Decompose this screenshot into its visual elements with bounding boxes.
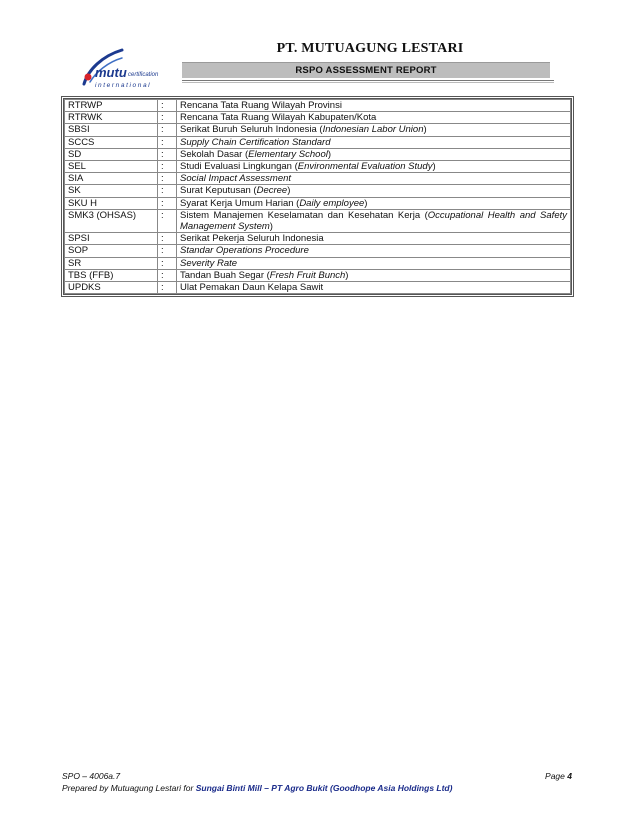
abbreviation-term: SOP (65, 245, 158, 257)
definition-italic-segment: Fresh Fruit Bunch (269, 269, 346, 281)
definition-italic-segment: Occupational Health and Safety Management System (180, 209, 567, 233)
abbreviation-term: SIA (65, 173, 158, 185)
definition-segment: ) (345, 269, 349, 281)
abbreviation-row (65, 112, 571, 124)
definition-segment: ) (364, 197, 368, 209)
abbreviation-row (65, 282, 571, 294)
abbreviation-table-frame (61, 96, 574, 297)
abbreviation-definition (177, 112, 571, 124)
abbreviation-term: RTRWK (65, 112, 158, 124)
abbreviation-row (65, 197, 571, 209)
definition-segment: ) (327, 148, 332, 160)
abbreviation-definition (177, 209, 571, 232)
page-indicator (545, 770, 572, 782)
company-name: PT. MUTUAGUNG LESTARI (276, 41, 464, 56)
abbreviation-definition (177, 257, 571, 269)
abbreviation-separator: : (158, 245, 177, 257)
abbreviation-term: SCCS (65, 136, 158, 148)
abbreviation-row (65, 257, 571, 269)
abbreviation-row (65, 100, 571, 112)
definition-italic-segment: Social Impact Assessment (180, 173, 292, 185)
prepared-by-line (62, 782, 572, 794)
abbreviation-definition (177, 124, 571, 136)
document-code: SPO – 4006a.7 (62, 771, 121, 781)
abbreviation-separator: : (158, 100, 177, 112)
definition-segment: Sistem Manajemen Keselamatan dan Kesehatan Kerja ( (180, 209, 428, 221)
abbreviation-term: SPSI (65, 233, 158, 245)
abbreviation-row (65, 209, 571, 232)
abbreviation-table-body (65, 100, 571, 294)
abbreviation-definition (177, 161, 571, 173)
header-divider (182, 80, 554, 81)
abbreviation-row (65, 148, 571, 160)
definition-segment: ) (423, 124, 427, 136)
definition-segment: Studi Evaluasi Lingkungan ( (180, 161, 298, 173)
abbreviation-separator: : (158, 257, 177, 269)
page-label: Page (545, 771, 565, 781)
abbreviation-term: SK (65, 185, 158, 197)
abbreviation-separator: : (158, 173, 177, 185)
prepared-by-text (62, 782, 452, 794)
abbreviation-separator: : (158, 124, 177, 136)
mutu-logo (78, 44, 178, 92)
prepared-by-prefix: Prepared by Mutuagung Lestari for (62, 783, 194, 793)
abbreviation-separator: : (158, 112, 177, 124)
abbreviation-definition (177, 173, 571, 185)
definition-segment: Sekolah Dasar ( (180, 148, 249, 160)
definition-segment: Serikat Buruh Seluruh Indonesia ( (180, 124, 323, 136)
abbreviation-definition (177, 233, 571, 245)
definition-segment: ) (269, 221, 273, 233)
abbreviation-definition (177, 282, 571, 294)
definition-segment: Rencana Tata Ruang Wilayah Kabupaten/Kota (180, 112, 377, 124)
definition-segment: ) (287, 185, 291, 197)
abbreviation-term: SMK3 (OHSAS) (65, 209, 158, 232)
definition-italic-segment: Standar Operations Procedure (180, 245, 309, 257)
client-name: Sungai Binti Mill – PT Agro Bukit (Goodhope Asia Holdings Ltd) (195, 783, 453, 793)
abbreviation-definition (177, 197, 571, 209)
abbreviation-term: SR (65, 257, 158, 269)
definition-italic-segment: Daily employee (299, 197, 365, 209)
svg-text:mutu: mutu (95, 65, 127, 80)
abbreviation-separator: : (158, 185, 177, 197)
abbreviation-separator: : (158, 269, 177, 281)
header-divider-secondary (182, 82, 554, 83)
abbreviation-separator: : (158, 136, 177, 148)
abbreviation-separator: : (158, 197, 177, 209)
definition-italic-segment: Indonesian Labor Union (322, 124, 424, 136)
abbreviation-term: SEL (65, 161, 158, 173)
report-title-bar: RSPO ASSESSMENT REPORT (182, 62, 550, 78)
definition-italic-segment: Decree (256, 185, 288, 197)
abbreviation-separator: : (158, 161, 177, 173)
abbreviation-separator: : (158, 233, 177, 245)
page-number: 4 (567, 771, 572, 781)
abbreviation-definition (177, 269, 571, 281)
abbreviation-row (65, 173, 571, 185)
definition-segment: Syarat Kerja Umum Harian ( (180, 197, 300, 209)
definition-segment: Ulat Pemakan Daun Kelapa Sawit (180, 282, 324, 294)
definition-italic-segment: Supply Chain Certification Standard (180, 136, 331, 148)
abbreviation-row (65, 124, 571, 136)
abbreviation-definition (177, 100, 571, 112)
abbreviation-row (65, 161, 571, 173)
definition-segment: Surat Keputusan ( (180, 185, 257, 197)
abbreviation-table (64, 99, 571, 294)
abbreviation-definition (177, 136, 571, 148)
svg-text:international: international (95, 82, 152, 89)
abbreviation-term: SD (65, 148, 158, 160)
definition-segment: Rencana Tata Ruang Wilayah Provinsi (180, 100, 342, 111)
abbreviation-separator: : (158, 282, 177, 294)
definition-italic-segment: Elementary School (248, 148, 328, 160)
abbreviation-definition (177, 245, 571, 257)
page-footer (62, 770, 572, 794)
abbreviation-term: SKU H (65, 197, 158, 209)
abbreviation-term: UPDKS (65, 282, 158, 294)
definition-segment: Tandan Buah Segar ( (180, 269, 270, 281)
definition-italic-segment: Environmental Evaluation Study (297, 161, 433, 173)
abbreviation-term: RTRWP (65, 100, 158, 112)
abbreviation-separator: : (158, 209, 177, 232)
abbreviation-row (65, 245, 571, 257)
abbreviation-definition (177, 185, 571, 197)
abbreviation-row (65, 136, 571, 148)
svg-text:certification: certification (128, 72, 159, 78)
footer-top-row (62, 770, 572, 782)
definition-segment: ) (432, 161, 436, 173)
abbreviation-term: SBSI (65, 124, 158, 136)
definition-segment: Serikat Pekerja Seluruh Indonesia (180, 233, 324, 245)
abbreviation-separator: : (158, 148, 177, 160)
abbreviation-row (65, 185, 571, 197)
definition-italic-segment: Severity Rate (180, 257, 238, 269)
abbreviation-row (65, 269, 571, 281)
abbreviation-row (65, 233, 571, 245)
abbreviation-definition (177, 148, 571, 160)
abbreviation-term: TBS (FFB) (65, 269, 158, 281)
